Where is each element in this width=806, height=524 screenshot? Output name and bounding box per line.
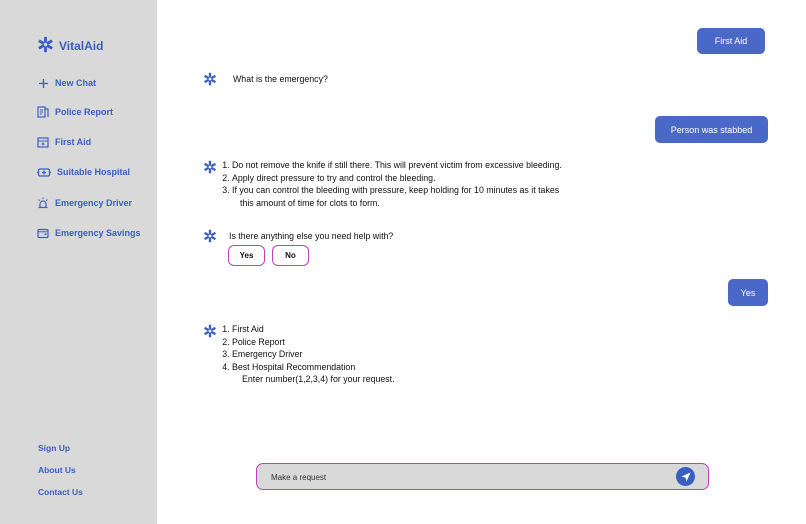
yes-button[interactable]: Yes (228, 245, 265, 266)
assistant-avatar-icon (203, 229, 217, 243)
user-message: Person was stabbed (655, 116, 768, 143)
assistant-avatar-icon (203, 72, 217, 86)
assistant-message (217, 159, 587, 209)
brand-logo[interactable] (37, 36, 103, 56)
message-input[interactable] (269, 469, 673, 486)
list-item: 2. Police Report (232, 336, 517, 349)
sidebar (0, 0, 157, 524)
send-button[interactable] (676, 467, 695, 486)
first-aid-icon (37, 136, 49, 148)
about-us-link[interactable]: About Us (38, 465, 76, 475)
list-continuation: this amount of time for clots to form. (240, 197, 380, 208)
hospital-icon (37, 166, 51, 178)
assistant-avatar-icon (203, 160, 217, 174)
sidebar-item-label: Police Report (55, 107, 114, 117)
contact-us-link[interactable]: Contact Us (38, 487, 83, 497)
wallet-icon (37, 227, 49, 239)
plus-icon (37, 77, 49, 89)
siren-icon (37, 197, 49, 209)
send-icon (681, 472, 691, 482)
sidebar-item-suitable-hospital[interactable] (37, 166, 130, 178)
sidebar-item-label: First Aid (55, 137, 92, 147)
list-item: 3. Emergency Driver (232, 348, 517, 361)
assistant-avatar-icon (203, 324, 217, 338)
list-item: 3. If you can control the bleeding with pressure, keep holding for 10 minutes as it takes (232, 184, 587, 197)
assistant-message: Is there anything else you need help with? (229, 231, 394, 241)
sidebar-item-label: Emergency Savings (55, 228, 141, 238)
sidebar-item-police-report[interactable] (37, 106, 113, 118)
star-of-life-icon (37, 36, 54, 56)
brand-name: VitalAid (59, 39, 104, 53)
list-item: 4. Best Hospital Recommendation (232, 361, 517, 374)
list-item: 1. Do not remove the knife if still there. This will prevent victim from excessive bleeding. (232, 159, 587, 172)
sidebar-item-new-chat[interactable] (37, 77, 96, 89)
report-icon (37, 106, 49, 118)
sidebar-item-emergency-savings[interactable] (37, 227, 141, 239)
sidebar-item-emergency-driver[interactable] (37, 197, 132, 209)
list-item: 2. Apply direct pressure to try and control the bleeding. (232, 172, 587, 185)
sidebar-item-label: New Chat (55, 78, 97, 88)
assistant-message: What is the emergency? (233, 74, 328, 84)
message-input-bar (256, 463, 709, 490)
assistant-message (217, 323, 517, 386)
list-item: 1. First Aid (232, 323, 517, 336)
sidebar-item-label: Emergency Driver (55, 198, 133, 208)
sign-up-link[interactable]: Sign Up (38, 443, 71, 453)
list-continuation: Enter number(1,2,3,4) for your request. (242, 374, 395, 385)
no-button[interactable]: No (272, 245, 309, 266)
user-message: First Aid (697, 28, 765, 54)
user-message: Yes (728, 279, 768, 306)
sidebar-item-first-aid[interactable] (37, 136, 91, 148)
sidebar-item-label: Suitable Hospital (57, 167, 131, 177)
